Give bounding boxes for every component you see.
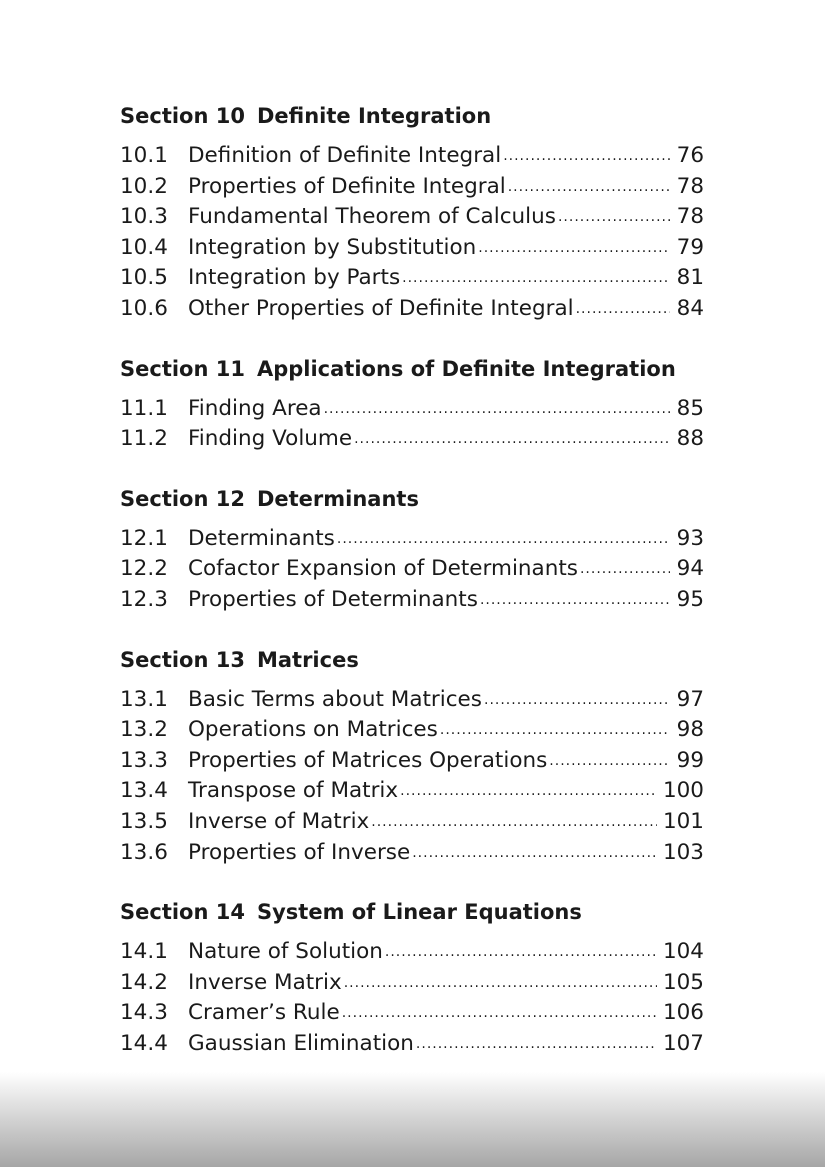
section-title: Determinants [256,486,419,511]
toc-entry [120,807,704,838]
entry-number: 12.2 [120,556,168,582]
entry-number: 10.2 [120,173,168,199]
toc-section [120,897,704,1059]
toc-entry [120,141,704,172]
entry-number: 13.2 [120,717,168,743]
entry-title: Integration by Parts [188,265,401,291]
entry-title: Determinants [188,525,335,551]
section-heading [120,897,704,927]
dot-leader [480,585,670,616]
toc-section [120,354,704,455]
section-title: System of Linear Equations [256,900,582,925]
toc-entry [120,937,704,968]
toc-entry [120,202,704,233]
dot-leader [342,998,657,1029]
dot-leader [580,554,670,585]
entry-title: Properties of Inverse [188,839,411,865]
toc-entry [120,172,704,203]
toc-entry [120,394,704,425]
toc-section [120,645,704,869]
entry-page: 100 [662,778,704,804]
toc-entry [120,1029,704,1060]
page-bottom-shadow [0,1072,825,1167]
toc-entry [120,715,704,746]
toc-entry [120,685,704,716]
entry-page: 101 [662,808,704,834]
entry-number: 12.1 [120,525,168,551]
entry-page: 88 [676,426,704,452]
entry-number: 13.5 [120,808,168,834]
entry-title: Operations on Matrices [188,717,438,743]
dot-leader [337,524,670,555]
section-heading [120,484,704,514]
entry-title: Integration by Substitution [188,234,477,260]
toc-entry [120,233,704,264]
entry-page: 98 [676,717,704,743]
dot-leader [549,746,670,777]
entry-page: 105 [662,969,704,995]
entry-page: 84 [676,295,704,321]
entry-page: 85 [676,395,704,421]
entry-title: Inverse of Matrix [188,808,370,834]
entry-title: Other Properties of Definite Integral [188,295,574,321]
toc-entry [120,838,704,869]
entry-page: 78 [676,204,704,230]
toc-entry [120,294,704,325]
entry-page: 78 [676,173,704,199]
entry-title: Definition of Definite Integral [188,143,502,168]
dot-leader [402,263,670,294]
entry-number: 10.1 [120,143,168,168]
dot-leader [371,807,657,838]
entry-title: Properties of Matrices Operations [188,747,548,773]
section-label: Section 12 [120,486,245,511]
entry-title: Gaussian Elimination [188,1030,414,1056]
section-label: Section 13 [120,647,245,672]
dot-leader [400,776,657,807]
entry-number: 14.3 [120,1000,168,1026]
toc-entry [120,746,704,777]
entry-title: Basic Terms about Matrices [188,686,482,712]
dot-leader [412,838,657,869]
dot-leader [508,172,670,203]
section-title: Definite Integration [256,104,492,128]
entry-title: Transpose of Matrix [188,778,399,804]
table-of-contents [120,101,704,1088]
entry-page: 99 [676,747,704,773]
toc-entry [120,968,704,999]
entry-number: 13.6 [120,839,168,865]
dot-leader [344,968,657,999]
dot-leader [385,937,657,968]
dot-leader [503,141,670,172]
entry-title: Properties of Determinants [188,586,478,612]
entry-page: 94 [676,556,704,582]
section-label: Section 14 [120,900,245,925]
entry-number: 10.6 [120,295,168,321]
section-heading [120,354,704,384]
entry-page: 79 [676,234,704,260]
entry-number: 14.1 [120,939,168,965]
entry-page: 81 [676,265,704,291]
entry-page: 93 [676,525,704,551]
entry-title: Properties of Definite Integral [188,173,506,199]
entry-number: 13.3 [120,747,168,773]
entry-title: Finding Volume [188,426,353,452]
entry-title: Fundamental Theorem of Calculus [188,204,556,230]
entry-number: 11.2 [120,426,168,452]
toc-section [120,484,704,616]
dot-leader [558,202,670,233]
entry-number: 10.5 [120,265,168,291]
dot-leader [324,394,670,425]
section-title: Matrices [256,647,359,672]
entry-title: Nature of Solution [188,939,383,965]
entry-page: 106 [662,1000,704,1026]
section-heading [120,645,704,675]
dot-leader [354,424,670,455]
toc-entry [120,524,704,555]
toc-entry [120,776,704,807]
entry-title: Inverse Matrix [188,969,342,995]
dot-leader [478,233,670,264]
entry-number: 10.3 [120,204,168,230]
toc-entry [120,263,704,294]
dot-leader [484,685,670,716]
dot-leader [440,715,670,746]
entry-number: 12.3 [120,586,168,612]
section-heading [120,101,704,131]
entry-number: 14.2 [120,969,168,995]
section-label: Section 11 [120,356,245,381]
entry-number: 13.1 [120,686,168,712]
section-label: Section 10 [120,104,245,128]
toc-entry [120,424,704,455]
entry-number: 13.4 [120,778,168,804]
entry-number: 14.4 [120,1030,168,1056]
entry-page: 103 [662,839,704,865]
entry-page: 95 [676,586,704,612]
toc-entry [120,585,704,616]
entry-title: Cofactor Expansion of Determinants [188,556,578,582]
toc-section [120,101,704,325]
entry-title: Cramer’s Rule [188,1000,340,1026]
entry-page: 97 [676,686,704,712]
dot-leader [416,1029,657,1060]
entry-page: 104 [662,939,704,965]
toc-entry [120,554,704,585]
entry-title: Finding Area [188,395,322,421]
entry-number: 10.4 [120,234,168,260]
entry-page: 107 [662,1030,704,1056]
toc-entry [120,998,704,1029]
entry-number: 11.1 [120,395,168,421]
entry-page: 76 [676,143,704,168]
dot-leader [576,294,670,325]
section-title: Applications of Definite Integration [256,356,676,381]
